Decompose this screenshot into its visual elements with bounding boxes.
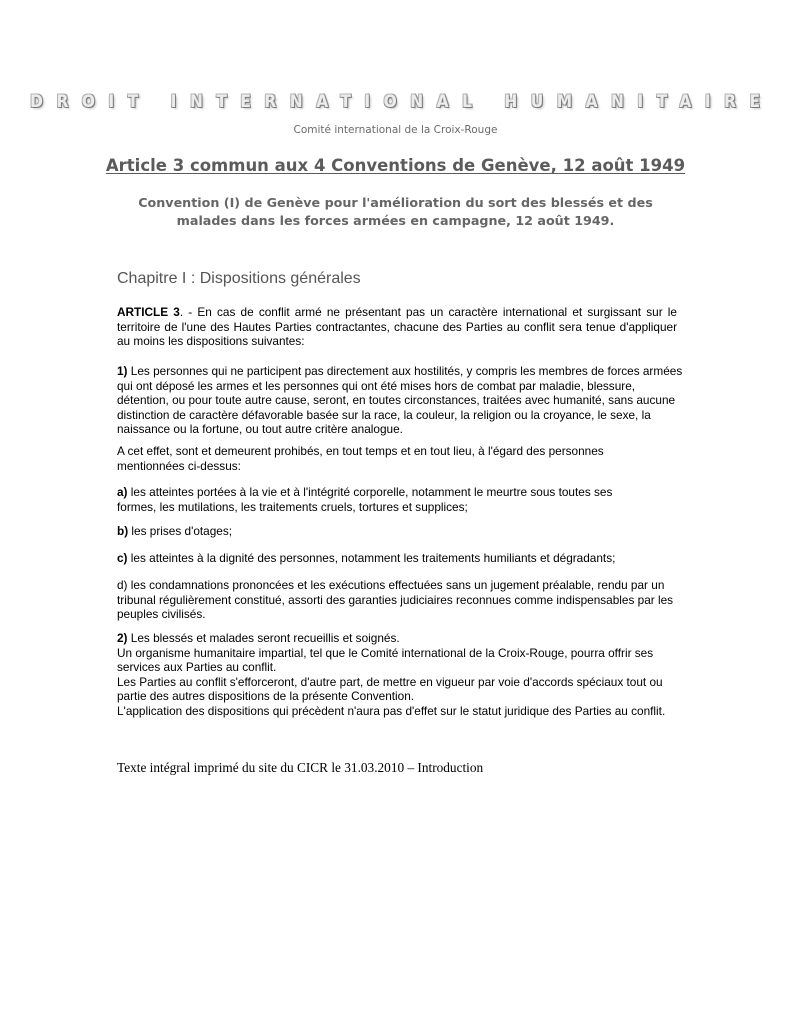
item-d-line: peuples civilisés. bbox=[117, 607, 206, 621]
item-a-line bbox=[117, 485, 677, 500]
item-d bbox=[117, 578, 677, 622]
article-label: ARTICLE 3 bbox=[117, 305, 180, 319]
prohibited-line: mentionnées ci-dessus: bbox=[117, 458, 241, 473]
source-footer: Texte intégral imprimé du site du CICR le 31.03.2010 – Introduction bbox=[117, 760, 484, 775]
paragraph-1-label: 1) bbox=[117, 364, 128, 378]
item-d-line: tribunal régulièrement constitué, assorti des garanties judiciaires reconnues comme indispensables par les bbox=[117, 592, 674, 607]
paragraph-2-line: L'application des dispositions qui précèdent n'aura pas d'effet sur le statut juridique des Parties au conflit. bbox=[117, 703, 666, 718]
paragraph-1 bbox=[117, 364, 683, 437]
article-intro-text: . - En cas de conflit armé ne présentant pas un caractère international et surgissant sur le territoire de l'une des Hautes Parties contractantes, chacune des Parties au conflit sera tenue d'appliquer au moins les dispositions suivantes: bbox=[117, 305, 677, 348]
paragraph-1-line: qui ont déposé les armes et les personnes qui ont été mises hors de combat par maladie, blessure, bbox=[117, 378, 636, 393]
item-b bbox=[117, 524, 677, 539]
convention-line-2: malades dans les forces armées en campagne, 12 août 1949. bbox=[176, 213, 615, 228]
item-d-line: d) les condamnations prononcées et les exécutions effectuées sans un jugement préalable, rendu par un bbox=[117, 578, 665, 592]
paragraph-2-text: Les blessés et malades seront recueillis et soignés. bbox=[127, 631, 400, 645]
item-a-text: les atteintes portées à la vie et à l'intégrité corporelle, notamment le meurtre sous toutes ses bbox=[127, 485, 613, 499]
item-b-text: les prises d'otages; bbox=[128, 524, 233, 538]
prohibited-line: A cet effet, sont et demeurent prohibés, en tout temps et en tout lieu, à l'égard des personnes bbox=[117, 444, 604, 458]
paragraph-2-line: Un organisme humanitaire impartial, tel que le Comité international de la Croix-Rouge, pourra offrir ses bbox=[117, 645, 654, 660]
paragraph-2 bbox=[117, 631, 677, 718]
convention-line-1: Convention (I) de Genève pour l'amélioration du sort des blessés et des bbox=[138, 195, 653, 210]
paragraph-1-line: naissance ou la fortune, ou tout autre critère analogue. bbox=[117, 422, 403, 436]
paragraph-2-label: 2) bbox=[117, 631, 128, 645]
convention-heading bbox=[120, 194, 671, 230]
item-a-label: a) bbox=[117, 485, 128, 499]
article-intro bbox=[117, 305, 677, 349]
paragraph-1-line: détention, ou pour toute autre cause, seront, en toutes circonstances, traitées avec humanité, sans aucune bbox=[117, 393, 676, 407]
chapter-heading: Chapitre I : Dispositions générales bbox=[117, 270, 361, 287]
banner-title: DROIT INTERNATIONAL HUMANITAIRE bbox=[30, 92, 774, 112]
item-c-label: c) bbox=[117, 551, 128, 565]
item-a-line: formes, les mutilations, les traitements cruels, tortures et supplices; bbox=[117, 499, 468, 514]
item-a bbox=[117, 485, 677, 514]
paragraph-2-line bbox=[117, 631, 677, 646]
item-c-text: les atteintes à la dignité des personnes, notamment les traitements humiliants et dégradants; bbox=[127, 551, 616, 565]
paragraph-1-line bbox=[117, 364, 683, 379]
prohibited-paragraph bbox=[117, 444, 677, 473]
item-c bbox=[117, 551, 677, 566]
paragraph-2-line: partie des autres dispositions de la présente Convention. bbox=[117, 689, 415, 703]
organization-subtitle: Comité international de la Croix-Rouge bbox=[293, 124, 498, 136]
page-title: Article 3 commun aux 4 Conventions de Genève, 12 août 1949 bbox=[105, 156, 686, 175]
item-b-label: b) bbox=[117, 524, 129, 538]
paragraph-2-line: Les Parties au conflit s'efforceront, d'autre part, de mettre en vigueur par voie d'accords spéciaux tout ou bbox=[117, 674, 663, 689]
paragraph-1-text: Les personnes qui ne participent pas directement aux hostilités, y compris les membres de forces armées bbox=[127, 364, 683, 378]
paragraph-2-line: services aux Parties au conflit. bbox=[117, 660, 277, 674]
paragraph-1-line: distinction de caractère défavorable basée sur la race, la couleur, la religion ou la croyance, le sexe, la bbox=[117, 407, 651, 422]
